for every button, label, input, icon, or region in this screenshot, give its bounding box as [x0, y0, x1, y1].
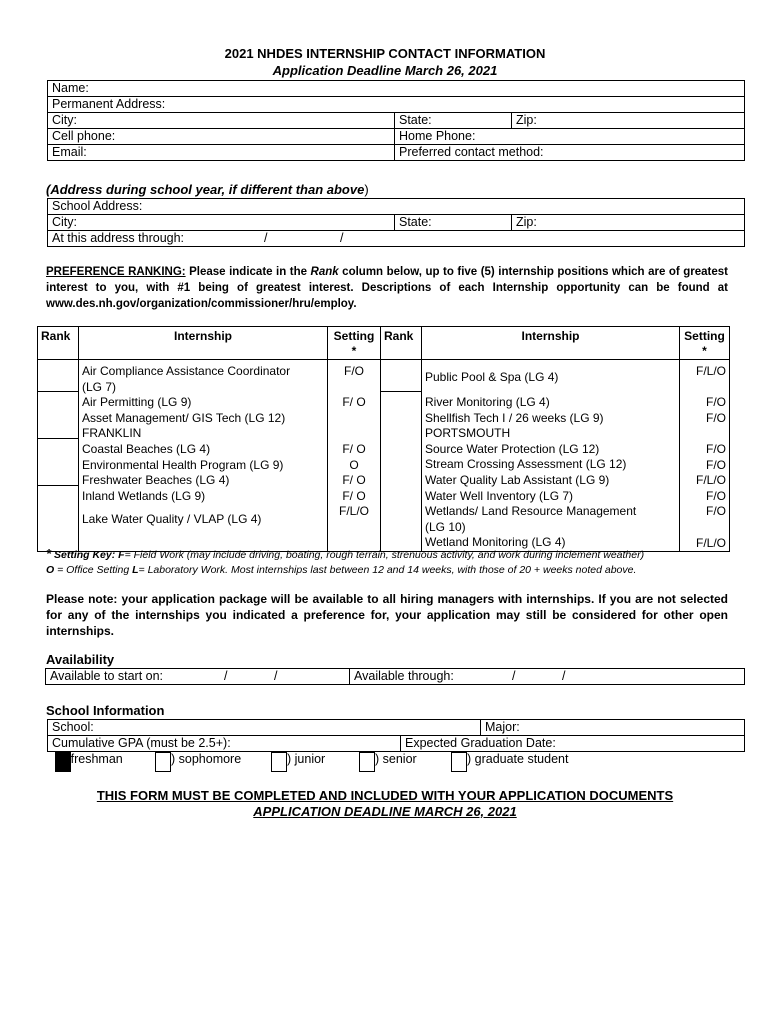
contact-info-table [47, 80, 745, 161]
setting-value: F/O [706, 457, 726, 472]
please-note-text: Please note: your application package will be available to all hiring managers with internships. If you are not selected for any of the internships you indicated a preference for, your application may still be considered for other open internships. [46, 592, 728, 638]
setting-value: F/O [706, 488, 726, 503]
permanent-address-field[interactable]: Permanent Address: [48, 97, 745, 113]
setting-value: F/O [706, 504, 726, 519]
setting-value: O [349, 457, 359, 472]
name-field[interactable]: Name: [48, 81, 745, 97]
internship-name: Source Water Protection (LG 12) [425, 441, 600, 456]
internship-name: Shellfish Tech I / 26 weeks (LG 9) [425, 410, 604, 425]
internship-name: Asset Management/ GIS Tech (LG 12) [82, 410, 286, 425]
setting-value: F/O [706, 395, 726, 410]
setting-value: F/ O [342, 395, 366, 410]
setting-value: F/L/O [338, 504, 369, 519]
class-year-row [47, 752, 744, 772]
internship-name: Wetlands/ Land Resource Management [425, 504, 637, 519]
sophomore-label: ) sophomore [171, 752, 242, 766]
internship-list-right [422, 360, 680, 552]
rank-input-column[interactable] [381, 360, 422, 552]
graduate-student-checkbox[interactable] [451, 752, 467, 772]
internship-name: Public Pool & Spa (LG 4) [425, 370, 559, 384]
form-title: 2021 NHDES INTERNSHIP CONTACT INFORMATION [224, 46, 546, 61]
rank-input-column[interactable] [38, 360, 79, 552]
internship-ranking-table [37, 326, 730, 552]
footer-instruction: THIS FORM MUST BE COMPLETED AND INCLUDED WITH YOUR APPLICATION DOCUMENTS [96, 788, 674, 803]
setting-value: F/ O [342, 473, 366, 488]
email-field[interactable]: Email: [48, 145, 395, 161]
internship-name: (LG 7) [82, 379, 117, 394]
gpa-field[interactable]: Cumulative GPA (must be 2.5+): [48, 736, 401, 752]
preference-ranking-text: PREFERENCE RANKING: Please indicate in the Rank column below, up to five (5) internship positions which are of greatest interest to you, with #1 being of greatest interest. Descriptions of each Internship opportunity can be found at www.des.nh.gov/organization/commissioner/hru/employ. [46, 266, 728, 310]
rank-header: Rank [38, 327, 79, 360]
school-info-heading: School Information [46, 703, 165, 718]
internship-name: Inland Wetlands (LG 9) [82, 488, 206, 503]
internship-name: (LG 10) [425, 519, 466, 534]
internship-name: FRANKLIN [82, 426, 142, 441]
zip-field[interactable]: Zip: [512, 113, 745, 129]
sophomore-checkbox[interactable] [155, 752, 171, 772]
city-field[interactable]: City: [48, 113, 395, 129]
school-address-table [47, 198, 745, 247]
internship-header: Internship [79, 327, 328, 360]
internship-name: Lake Water Quality / VLAP (LG 4) [82, 512, 262, 527]
setting-value: F/L/O [695, 535, 726, 550]
start-date-field[interactable]: Available to start on: / / [46, 669, 350, 685]
graduate-student-label: ) graduate student [467, 752, 569, 766]
setting-list-right [680, 360, 730, 552]
through-date-field[interactable]: Available through: / / [350, 669, 745, 685]
school-address-field[interactable]: School Address: [48, 199, 745, 215]
internship-header: Internship [422, 327, 680, 360]
internship-name: Air Compliance Assistance Coordinator [82, 364, 291, 378]
school-city-field[interactable]: City: [48, 215, 395, 231]
setting-value: F/O [706, 441, 726, 456]
setting-value: F/L/O [695, 473, 726, 488]
setting-list-left [328, 360, 381, 552]
setting-value: F/L/O [695, 364, 726, 378]
cell-phone-field[interactable]: Cell phone: [48, 129, 395, 145]
internship-name: Water Quality Lab Assistant (LG 9) [425, 472, 610, 487]
internship-name: Water Well Inventory (LG 7) [425, 488, 574, 503]
internship-list-left [79, 360, 328, 552]
internship-name: Environmental Health Program (LG 9) [82, 457, 284, 472]
footer-deadline: APPLICATION DEADLINE MARCH 26, 2021 [253, 804, 517, 819]
school-zip-field[interactable]: Zip: [512, 215, 745, 231]
school-field[interactable]: School: [48, 720, 481, 736]
junior-checkbox[interactable] [271, 752, 287, 772]
junior-label: ) junior [287, 752, 326, 766]
setting-value: F/O [344, 364, 364, 378]
internship-name: River Monitoring (LG 4) [425, 395, 550, 409]
state-field[interactable]: State: [395, 113, 512, 129]
availability-table [45, 668, 745, 685]
internship-name: Coastal Beaches (LG 4) [82, 441, 211, 456]
setting-header: Setting * [680, 327, 730, 360]
school-address-note: (Address during school year, if different than above) [46, 182, 369, 197]
internship-name: Freshwater Beaches (LG 4) [82, 473, 230, 488]
setting-value: F/ O [342, 488, 366, 503]
freshman-label: ) freshman [63, 752, 123, 766]
form-subtitle: Application Deadline March 26, 2021 [272, 63, 498, 78]
setting-value: F/ O [342, 441, 366, 456]
internship-name: Air Permitting (LG 9) [82, 395, 192, 410]
setting-header: Setting * [328, 327, 381, 360]
internship-name: PORTSMOUTH [425, 426, 511, 441]
preferred-contact-field[interactable]: Preferred contact method: [395, 145, 745, 161]
address-through-field[interactable]: At this address through: / / [48, 231, 745, 247]
setting-key: * Setting Key: F= Field Work (may include driving, boating, rough terrain, strenuous activity, and work during inclement weather) O = Office Setting L= Laboratory Work. Most internships last between 12 and 14 weeks, with those of 20 + weeks noted above. [46, 546, 645, 576]
rank-header: Rank [381, 327, 422, 360]
setting-value: F/O [706, 410, 726, 425]
major-field[interactable]: Major: [481, 720, 745, 736]
internship-name: Wetland Monitoring (LG 4) [425, 535, 566, 550]
school-info-table [47, 719, 745, 752]
senior-checkbox[interactable] [359, 752, 375, 772]
school-state-field[interactable]: State: [395, 215, 512, 231]
graduation-date-field[interactable]: Expected Graduation Date: [401, 736, 745, 752]
internship-name: Stream Crossing Assessment (LG 12) [425, 457, 627, 472]
senior-label: ) senior [375, 752, 417, 766]
home-phone-field[interactable]: Home Phone: [395, 129, 745, 145]
availability-heading: Availability [46, 652, 115, 667]
